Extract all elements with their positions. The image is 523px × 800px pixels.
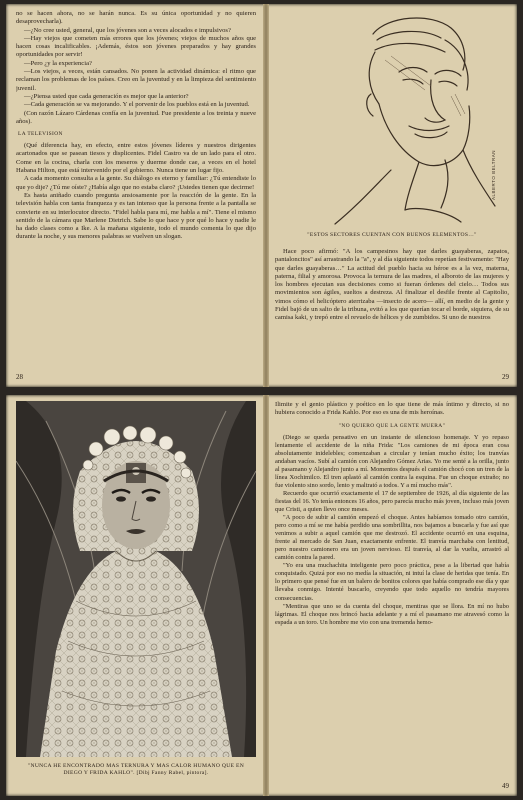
page-49-text-a bbox=[275, 401, 509, 418]
book-spread-bottom bbox=[6, 395, 517, 796]
page-28-text-b bbox=[16, 142, 256, 242]
paragraph: —¿No cree usted, general, que los jóvenes son a veces alocados e impulsivos? bbox=[24, 26, 231, 34]
paragraph: —Los viejos, a veces, están cansados. No ponen la actividad dinámica: el ritmo que reclaman los problemas de los países. Creo en la juventud y en la limpieza del sentimiento juvenil. bbox=[16, 68, 256, 92]
page-29-text bbox=[275, 248, 509, 323]
illustration-signature: ALBERTO BELTRAN bbox=[491, 149, 496, 200]
section-heading-no-quiero: "NO QUIERO QUE LA GENTE MUERA" bbox=[338, 422, 446, 429]
paragraph: Recuerdo que ocurrió exactamente el 17 de septiembre de 1926, al día siguiente de las fiestas del 16. Yo tenía entonces 16 años, pero parecía mucho más joven, incluso más joven que Cristi, a quien llevo once meses. bbox=[275, 489, 509, 514]
portrait-caption: "NUNCA HE ENCONTRADO MAS TERNURA Y MAS CALOR HUMANO QUE EN DIEGO Y FRIDA KAHLO". [Dibj Fanny Rabel, pintora]. bbox=[27, 763, 245, 776]
paragraph: (Diego se queda pensativo en un instante de silencioso homenaje. Y yo repaso lentamente el accidente de la niña Frida: "Los camiones de mi época eran cosa absolutamente inidelebles; comenzaban a circular y tenían mucho éxito; los tranvías andaban vacíos. Subí al camión con Alejandro Gómez Arias. Yo me senté a la orilla, junto al pasamano y Alejandro junto a mí. Momentos después el camión chocó con un tren de la línea Xochimilco. El tren aplastó al camión contra la esquina. Fue un choque extraño; no fue violento sino sordo, lento y maltrató a todos. Y a mí mucho más". bbox=[275, 433, 509, 489]
page-49 bbox=[275, 401, 509, 790]
page-number-29: 29 bbox=[502, 373, 509, 381]
paragraph: Ilimite y el genio plástico y poético en lo que tiene de más íntimo y directo, si no hubiera conocido a Frida Kahlo. Por eso es una de mis heroínas. bbox=[275, 401, 509, 417]
paragraph: A cada momento consulta a la gente. Su diálogo es eterno y familiar: ¿Tú entendiste lo que yo dije? ¿Tú me oíste? ¿Había algo que no estaba claro? ¡Ustedes tienen que decirme! bbox=[16, 175, 256, 191]
page-number-49: 49 bbox=[502, 782, 509, 790]
page-48 bbox=[16, 401, 256, 790]
section-heading-television: LA TELEVISION bbox=[18, 131, 63, 138]
page-number-28: 28 bbox=[16, 373, 23, 381]
page-28-text-a bbox=[16, 10, 256, 126]
illustration-caption: "ESTOS SECTORES CUENTAN CON BUENOS ELEMENTOS…" bbox=[307, 232, 477, 238]
page-49-text-b bbox=[275, 434, 509, 627]
paragraph: —¿Piensa usted que cada generación es mejor que la anterior? bbox=[24, 92, 189, 100]
paragraph: Es hasta aniñado cuando pregunta ansiosamente por la reacción de la gente. En la televisión habla con tanta franqueza y es tan intenso que la persona frente a la pantalla se convierte en su interlocutor directo. "Fidel habla para mí, me habla a mí". Tiene el mismo sentido de la cámara que Marlene Dietrich. Sabe lo que hace y por qué lo hace y nadie le ha dado clases como a Ike. A la mañana siguiente, todo el mundo comenta lo que dijo durante la noche, y sus menores palabras se vuelven un slogan. bbox=[16, 191, 256, 241]
portrait-sketch-illustration bbox=[295, 10, 501, 228]
paragraph: —Hay viejos que cometen más errores que los jóvenes; viejos de muchos años que hacen cosas incalificables. ¡Además, éstos son jóvenes preparados y hay grandes oportunidades por servir! bbox=[16, 34, 256, 59]
paragraph: "Yo era una muchachita inteligente pero poco práctica, pese a la libertad que había conquistado. Quizá por eso no medía la situación, ni intuí la clase de heridas que tenía. En lo primero que pensé fue en un balero de bonitos colores que había comprado ese día y que llevaba conmigo. Intenté buscarlo, creyendo que todo aquello no tendría mayores consecuencias. bbox=[275, 562, 509, 602]
paragraph: (Qué diferencia hay, en efecto, entre estos jóvenes líderes y nuestros dirigentes acartonados que se pasean tiesos y displicentes. Fidel Castro va de un lado para el otro. Come en la cocina, charla con los meseros y duerme donde cae, a veces en el hotel Habana Hilton, que está intervenido por el gobierno. Nunca tiene un lugar fijo. bbox=[16, 142, 256, 175]
frida-kahlo-portrait-illustration bbox=[16, 401, 256, 757]
paragraph: —Cada generación se va mejorando. Y el porvenir de los pueblos está en la juventud. bbox=[24, 101, 250, 109]
book-spread-top bbox=[6, 4, 517, 387]
page-28 bbox=[16, 10, 256, 381]
book-gutter bbox=[263, 4, 269, 387]
paragraph: Hace poco afirmó: "A los campesinos hay que darles guayaberas, zapatos, pantaloncitos" así arrastrando la "a", y al día siguiente todos repetían festivamente: "Hay que darles guayaberas…" La actitud del pueblo hacia su héroe es a la vez, materna, paterna, filial y amorosa. Provoca la ternura de las madres, el alboroto de las mujeres y los hombres ejecutan sus decisiones como si fueran órdenes del cielo… Todos sus movimientos son ágiles, sueltos a destreza. Al finalizar el desfile frente al Capitolio, vimos cómo el helicóptero aterrizaba —insecto de acero— allí, en medio de la gente y Fidel bajó de un salto de la tribuna, evitó a los que querían tocar el borde, siquiera, de su camisa kaki, y trepó entre el revuelo de hélices y de zumbidos. Si uno de nuestros bbox=[275, 248, 509, 322]
paragraph: no se hacen ahora, no se harán nunca. Es su única oportunidad y no quieren desaprovecharla). bbox=[16, 10, 256, 26]
page-29 bbox=[275, 10, 509, 381]
paragraph: —Pero ¿y la experiencia? bbox=[24, 59, 92, 67]
paragraph: "Mentiras que uno se da cuenta del choque, mentiras que se llora. En mí no hubo lágrimas. El choque nos brincó hacia adelante y a mí el pasamano me atravesó como la espada a un toro. Un hombre me vio con una tremenda hemo- bbox=[275, 602, 509, 626]
paragraph: "A poco de subir al camión empezó el choque. Antes habíamos tomado otro camión, pero como a mí se me había perdido una sombrillita, nos bajamos a buscarla y fue así que venimos a subir a aquel camión que me destrozó. El accidente ocurrió en una esquina, frente al mercado de San Juan, exactamente enfrente. El tranvía marchaba con lentitud, pero nuestro camionero era un joven nervioso. El tranvía, al dar la vuelta, arrastró al camión contra la pared. bbox=[275, 514, 509, 562]
paragraph: (Con razón Lázaro Cárdenas confía en la juventud. Fue presidente a los treinta y nueve años). bbox=[16, 109, 256, 125]
book-gutter bbox=[263, 395, 269, 796]
